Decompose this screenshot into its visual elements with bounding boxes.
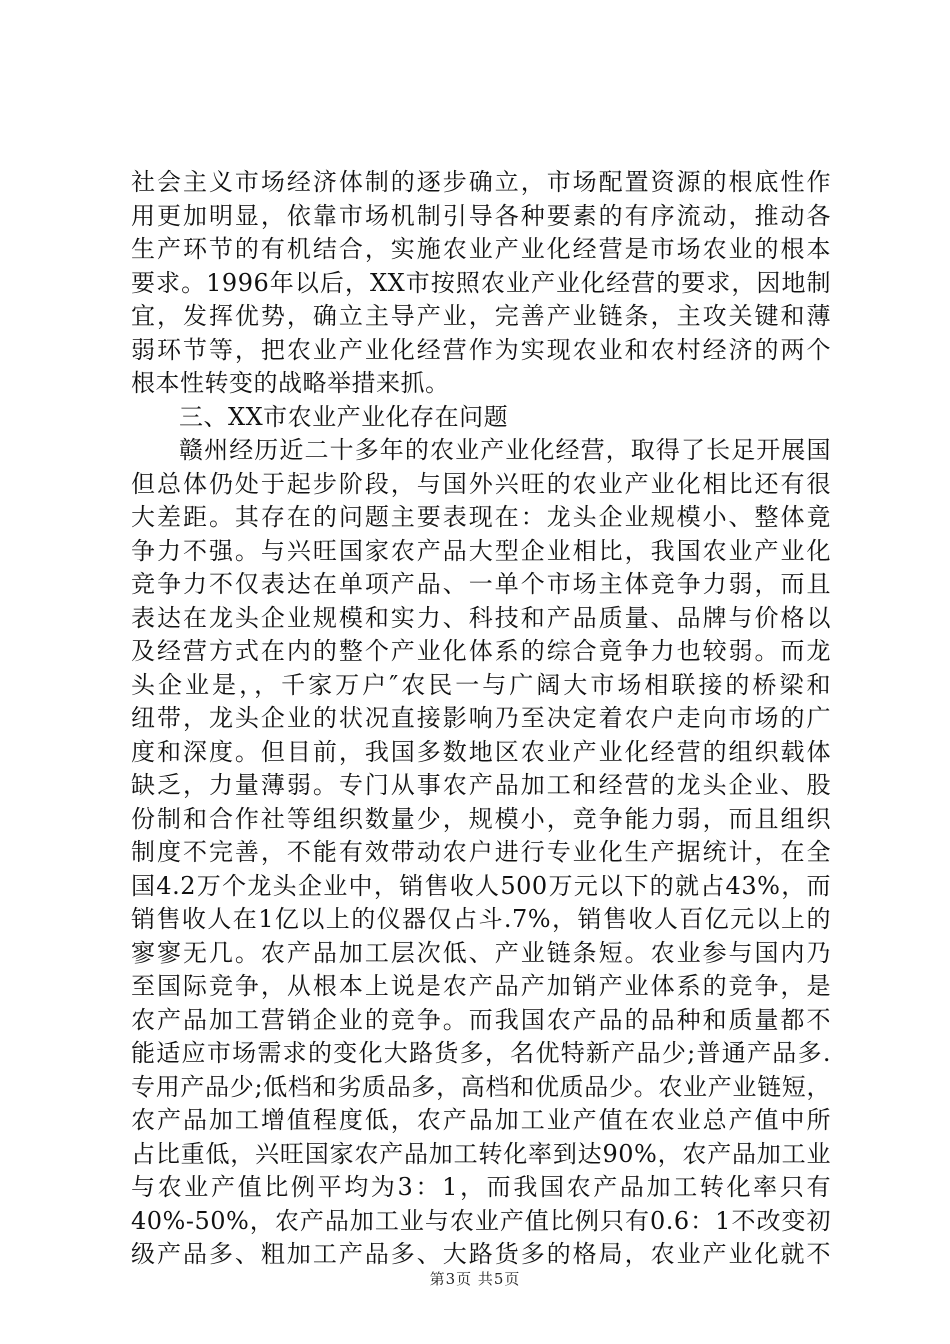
text-line: 表达在龙头企业规模和实力、科技和产品质量、品牌与价格以 [131,603,831,632]
text-line: 至国际竞争，从根本上说是农产品产加销产业体系的竞争，是 [131,972,831,1000]
text-line: 度和深度。但目前，我国多数地区农业产业化经营的组织载体 [131,737,831,766]
text-line: 生产环节的有机结合，实施农业产业化经营是市场农业的根本 [131,235,831,263]
text-line: 大差距。其存在的问题主要表现在：龙头企业规模小、整体竟 [131,503,831,531]
text-line: 争力不强。与兴旺国家农产品大型企业相比，我国农业产业化 [131,536,831,565]
text-line: 寥寥无几。农产品加工层次低、产业链条短。农业参与国内乃 [131,938,831,967]
text-line: 用更加明显，依靠市场机制引导各种要素的有序流动，推动各 [131,201,831,230]
text-line: 专用产品少;低档和劣质品多，高档和优质品少。农业产业链短， [131,1072,831,1101]
text-line: 社会主义市场经济体制的逐步确立，市场配置资源的根底性作 [131,168,831,196]
text-line: 宜，发挥优势，确立主导产业，完善产业链条，主攻关键和薄 [131,302,831,330]
text-line: 销售收人在1亿以上的仪器仅占斗.7%，销售收人百亿元以上的 [131,905,831,933]
text-line: 级产品多、粗加工产品多、大路货多的格局，农业产业化就不 [131,1240,831,1268]
text-line: 农产品加工营销企业的竞争。而我国农产品的品种和质量都不 [131,1005,831,1034]
text-line: 占比重低，兴旺国家农产品加工转化率到达90%，农产品加工业 [131,1139,831,1168]
text-line: 弱环节等，把农业产业化经营作为实现农业和农村经济的两个 [131,335,831,364]
text-line: 但总体仍处于起步阶段，与国外兴旺的农业产业化相比还有很 [131,469,831,498]
text-line: 根本性转变的战略举措来抓。 [131,369,450,397]
text-line: 要求。1996年以后，XX市按照农业产业化经营的要求，因地制 [131,268,831,297]
text-line: 纽带，龙头企业的状况直接影响乃至决定着农户走向市场的广 [131,704,831,732]
text-line: 及经营方式在内的整个产业化体系的综合竟争力也较弱。而龙 [131,637,831,665]
text-line: 与农业产值比例平均为3：1，而我国农产品加工转化率只有 [131,1173,831,1201]
text-line: 国4.2万个龙头企业中，销售收人500万元以下的就占43%，而 [131,871,831,900]
text-line: 赣州经历近二十多年的农业产业化经营，取得了长足开展国 [179,436,831,464]
text-line: 头企业是，，千家万户″农民一与广阔大市场相联接的桥梁和 [131,670,831,699]
text-line: 能适应市场需求的变化大路货多，名优特新产品少;普通产品多. [131,1039,831,1067]
page-number: 第3页 共5页 [429,1270,521,1288]
text-line: 农产品加工增值程度低，农产品加工业产值在农业总产值中所 [131,1106,831,1134]
text-line: 竞争力不仅表达在单项产品、一单个市场主体竞争力弱，而且 [131,570,831,598]
text-line: 份制和合作社等组织数量少，规模小，竞争能力弱，而且组织 [131,804,831,833]
text-line: 40%-50%，农产品加工业与农业产值比例只有0.6：1不改变初 [131,1206,831,1235]
text-line: 缺乏，力量薄弱。专门从事农产品加工和经营的龙头企业、股 [131,771,831,799]
body-text [131,166,831,1272]
text-line: 制度不完善，不能有效带动农户进行专业化生产据统计，在全 [131,838,831,866]
section-heading: 三、XX市农业产业化存在问题 [179,402,509,431]
